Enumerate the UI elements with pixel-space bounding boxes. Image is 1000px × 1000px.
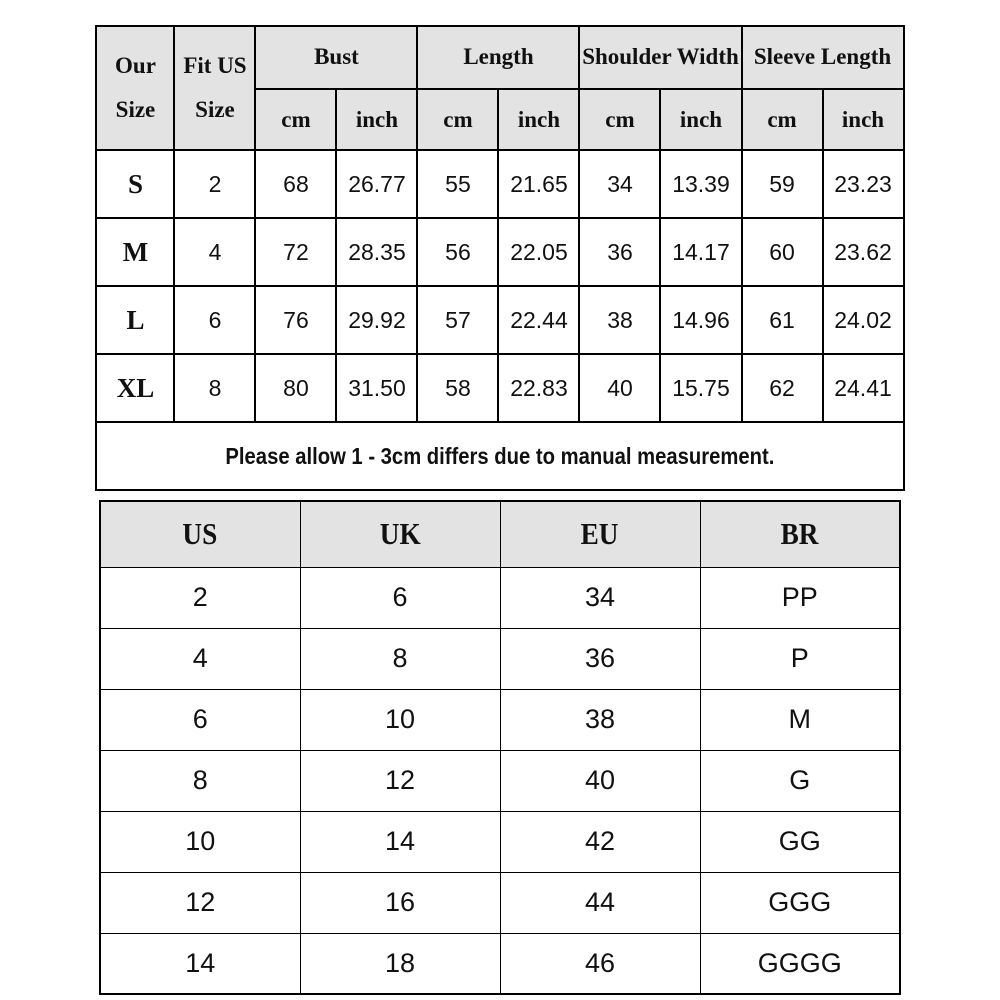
table-row-note [96,422,903,490]
measurement-value: 23.62 [823,218,904,286]
conversion-value: 16 [300,872,500,933]
conversion-value: 36 [500,628,700,689]
size-label: XL [96,354,174,422]
measurement-value: 38 [579,286,660,354]
measurement-value: 60 [742,218,823,286]
measurement-value: 8 [174,354,255,422]
measurement-value: 21.65 [498,150,579,218]
conversion-row [100,750,900,811]
measurement-value: 2 [174,150,255,218]
size-label: S [96,150,174,218]
conversion-value: 12 [100,872,300,933]
conversion-value: 8 [100,750,300,811]
table-row-size-xl [96,354,903,422]
measurement-value: 36 [579,218,660,286]
measurement-value: 15.75 [660,354,741,422]
conversion-value: GG [700,811,900,872]
measurement-value: 72 [255,218,336,286]
table-row-size-l [96,286,903,354]
measurement-value: 55 [417,150,498,218]
measurement-value: 76 [255,286,336,354]
measurement-value: 14.17 [660,218,741,286]
conversion-value: 18 [300,933,500,994]
measurement-value: 40 [579,354,660,422]
conversion-value: 10 [100,811,300,872]
conversion-value: GGGG [700,933,900,994]
size-conversion-table [99,500,901,995]
conversion-value: 4 [100,628,300,689]
conv-header-br-label: BR [780,516,819,552]
measurement-value: 57 [417,286,498,354]
conversion-value: 14 [300,811,500,872]
measurement-value: 62 [742,354,823,422]
measurement-value: 4 [174,218,255,286]
conv-header-eu-label: EU [581,516,619,552]
conversion-value: M [700,689,900,750]
measurement-value: 26.77 [336,150,417,218]
conversion-value: PP [700,567,900,628]
measurement-value: 22.44 [498,286,579,354]
measurement-value: 80 [255,354,336,422]
unit-header-inch: inch [336,89,417,150]
unit-header-cm: cm [417,89,498,150]
measurement-value: 61 [742,286,823,354]
conversion-value: 2 [100,567,300,628]
conversion-value: 34 [500,567,700,628]
conversion-value: 8 [300,628,500,689]
measurement-value: 24.02 [823,286,904,354]
measurement-value: 31.50 [336,354,417,422]
unit-header-inch: inch [660,89,741,150]
conv-header-us-label: US [182,516,218,552]
unit-header-cm: cm [742,89,823,150]
conversion-value: P [700,628,900,689]
unit-header-inch: inch [498,89,579,150]
conversion-row [100,689,900,750]
conversion-value: GGG [700,872,900,933]
measurement-value: 22.83 [498,354,579,422]
measurement-note [96,422,903,490]
conversion-value: 10 [300,689,500,750]
conversion-row [100,872,900,933]
measurement-value: 14.96 [660,286,741,354]
size-label: M [96,218,174,286]
conversion-row [100,811,900,872]
measurement-value: 29.92 [336,286,417,354]
conversion-row [100,628,900,689]
measurement-value: 58 [417,354,498,422]
header-our-size: Our Size [96,26,174,150]
header-sleeve-length: Sleeve Length [742,26,904,89]
measurement-value: 13.39 [660,150,741,218]
conversion-value: 44 [500,872,700,933]
measurement-value: 22.05 [498,218,579,286]
measurement-value: 6 [174,286,255,354]
unit-header-cm: cm [255,89,336,150]
header-bust: Bust [255,26,417,89]
measurement-value: 28.35 [336,218,417,286]
size-measurement-table [95,25,904,491]
conversion-value: G [700,750,900,811]
conversion-value: 6 [300,567,500,628]
conversion-value: 6 [100,689,300,750]
measurement-value: 56 [417,218,498,286]
conversion-value: 40 [500,750,700,811]
conversion-value: 46 [500,933,700,994]
measurement-value: 34 [579,150,660,218]
conversion-row [100,933,900,994]
header-length: Length [417,26,579,89]
conversion-value: 14 [100,933,300,994]
header-fit-us-size: Fit US Size [174,26,255,150]
table-row-size-m [96,218,903,286]
conversion-row [100,567,900,628]
conversion-value: 42 [500,811,700,872]
header-shoulder-width: Shoulder Width [579,26,741,89]
measurement-note-text: Please allow 1 - 3cm differs due to manual measurement. [225,442,775,469]
conv-header-uk [300,501,500,567]
conv-header-us [100,501,300,567]
conv-header-br [700,501,900,567]
conversion-value: 12 [300,750,500,811]
conv-header-uk-label: UK [379,516,421,552]
size-label: L [96,286,174,354]
measurement-value: 23.23 [823,150,904,218]
measurement-value: 24.41 [823,354,904,422]
conversion-value: 38 [500,689,700,750]
table-row-size-s [96,150,903,218]
measurement-value: 59 [742,150,823,218]
measurement-value: 68 [255,150,336,218]
unit-header-cm: cm [579,89,660,150]
unit-header-inch: inch [823,89,904,150]
conv-header-eu [500,501,700,567]
